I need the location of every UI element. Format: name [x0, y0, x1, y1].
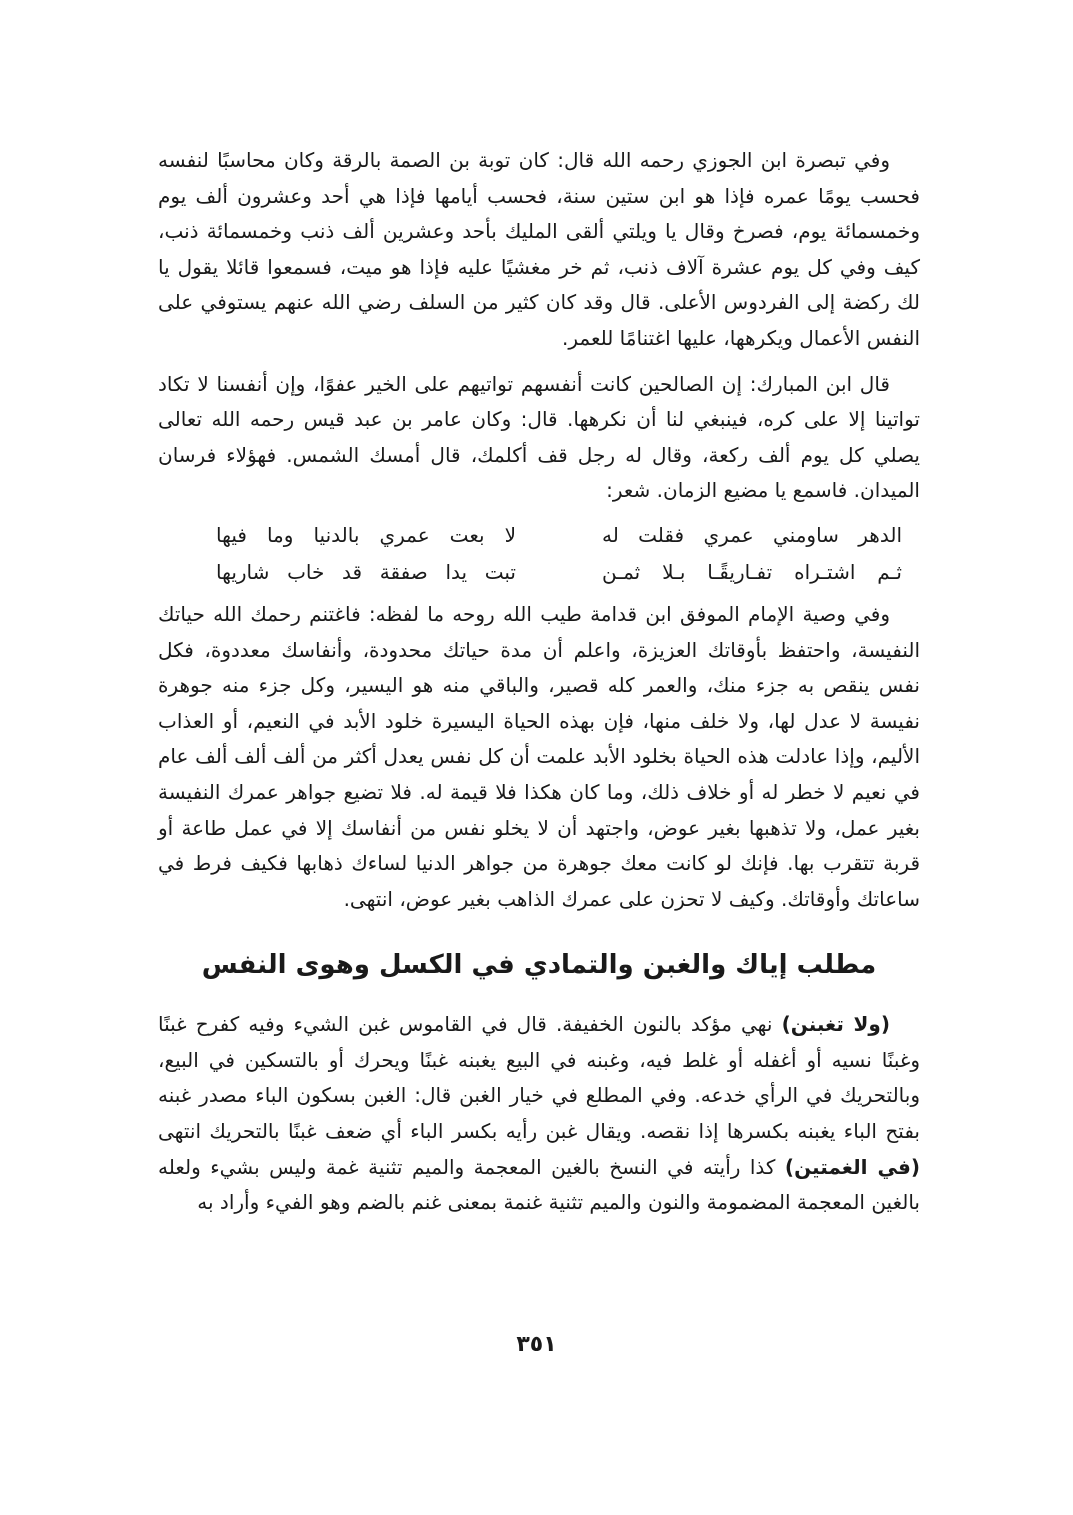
poem [158, 517, 920, 591]
verse-first-hemistich: الدهر ساومني عمري فقلت له [602, 522, 902, 547]
paragraph-text: كذا رأيته في النسخ بالغين المعجمة والميم تثنية غمة وليس بشيء ولعله بالغين المعجمة المضمومة والنون والميم تثنية غنمة بمعنى غنم بالضم وهو الفيء وأراد به [158, 1154, 920, 1215]
paragraph-tabsira: وفي تبصرة ابن الجوزي رحمه الله قال: كان توبة بن الصمة بالرقة وكان محاسبًا لنفسه فحسب يومًا عمره فإذا هو ابن ستين سنة، فحسب أيامها فإذا هي أحد وعشرون ألف يوم وخمسمائة يوم، فصرخ وقال يا ويلتي ألقى المليك بأحد وعشرين ألف ذنب وخمسمائة ذنب، كيف وفي كل يوم عشرة آلاف ذنب، ثم خر مغشيًا عليه فإذا هو ميت، فسمعوا قائلا يقول يا لك ركضة إلى الفردوس الأعلى. قال وقد كان كثير من السلف رضي الله عنهم يستوفي على النفس الأعمال ويكرهها، عليها اغتنامًا للعمر. [158, 148, 920, 350]
paragraph-ibn-mubarak: قال ابن المبارك: إن الصالحين كانت أنفسهم تواتيهم على الخير عفوًا، وإن أنفسنا لا تكاد تواتينا إلا على كره، فينبغي لنا أن نكرهها. قال: وكان عامر بن عبد قيس رحمه الله تعالى يصلي كل يوم ألف ركعة، وقال له رجل قف أكلمك، قال أمسك الشمس. فهؤلاء فرسان الميدان. فاسمع يا مضيع الزمان. شعر: [158, 371, 920, 503]
quoted-term: (ولا تغبنن) [781, 1012, 890, 1037]
paragraph-text: نهي مؤكد بالنون الخفيفة. قال في القاموس غبن الشيء وفيه كفرح غبنًا وغبنًا نسيه أو أغفله أو غلط فيه، وغبنه في البيع يغبنه غبنًا ويحرك أو بالتسكين في البيع، وبالتحريك في الرأي خدعه. وفي المطلع في خيار الغبن قال: الغبن بسكون الباء مصدر غبنه بفتح الباء يغبنه بكسرها إذا نقصه. ويقال غبن رأيه بكسر الباء أي ضعف غبنًا بالتحريك انتهى [158, 1012, 920, 1144]
quoted-term: (في الغمتين) [784, 1154, 920, 1179]
paragraph-ibn-qudama: وفي وصية الإمام الموفق ابن قدامة طيب الله روحه ما لفظه: فاغتنم رحمك الله حياتك النفيسة، واحتفظ بأوقاتك العزيزة، واعلم أن مدة حياتك محدودة، وأنفاسك معددوة، فكل نفس ينقص به جزء منك، والعمر كله قصير، والباقي منه هو اليسير، وكل جزء منه جوهرة نفيسة لا عدل لها، ولا خلف منها، فإن بهذه الحياة اليسيرة خلود الأبد في النعيم، أو العذاب الأليم، وإذا عادلت هذه الحياة بخلود الأبد علمت أن كل نفس يعدل أكثر من ألف ألف ألف عام في نعيم لا خطر له أو خلاف ذلك، وما كان هكذا فلا قيمة له. فلا تضيع جواهر عمرك النفيسة بغير عمل، ولا تذهبها بغير عوض، واجتهد أن لا يخلو نفس من أنفاسك إلا في عمل طاعة أو قربة تتقرب بها. فإنك لو كانت معك جوهرة من جواهر الدنيا لساءك ذهابها فكيف فرط في ساعاتك وأوقاتك. وكيف لا تحزن على عمرك الذاهب بغير عوض، انتهى. [158, 601, 920, 911]
verse-second-hemistich: لا بعت عمري بالدنيا وما فيها [216, 522, 516, 547]
verse-first-hemistich: ثـم اشتـراه تفـاريقًـا بـلا ثمـن [602, 559, 902, 584]
poem-verse [216, 554, 902, 591]
page-number: ٣٥١ [516, 1332, 557, 1357]
page-body [158, 143, 920, 1221]
section-heading: مطلب إياك والغبن والتمادي في الكسل وهوى النفس [201, 950, 877, 981]
paragraph-ghabn [158, 1007, 920, 1221]
verse-second-hemistich: تبت يدا صفقة قد خاب شاريها [216, 559, 516, 584]
poem-verse [216, 517, 902, 554]
